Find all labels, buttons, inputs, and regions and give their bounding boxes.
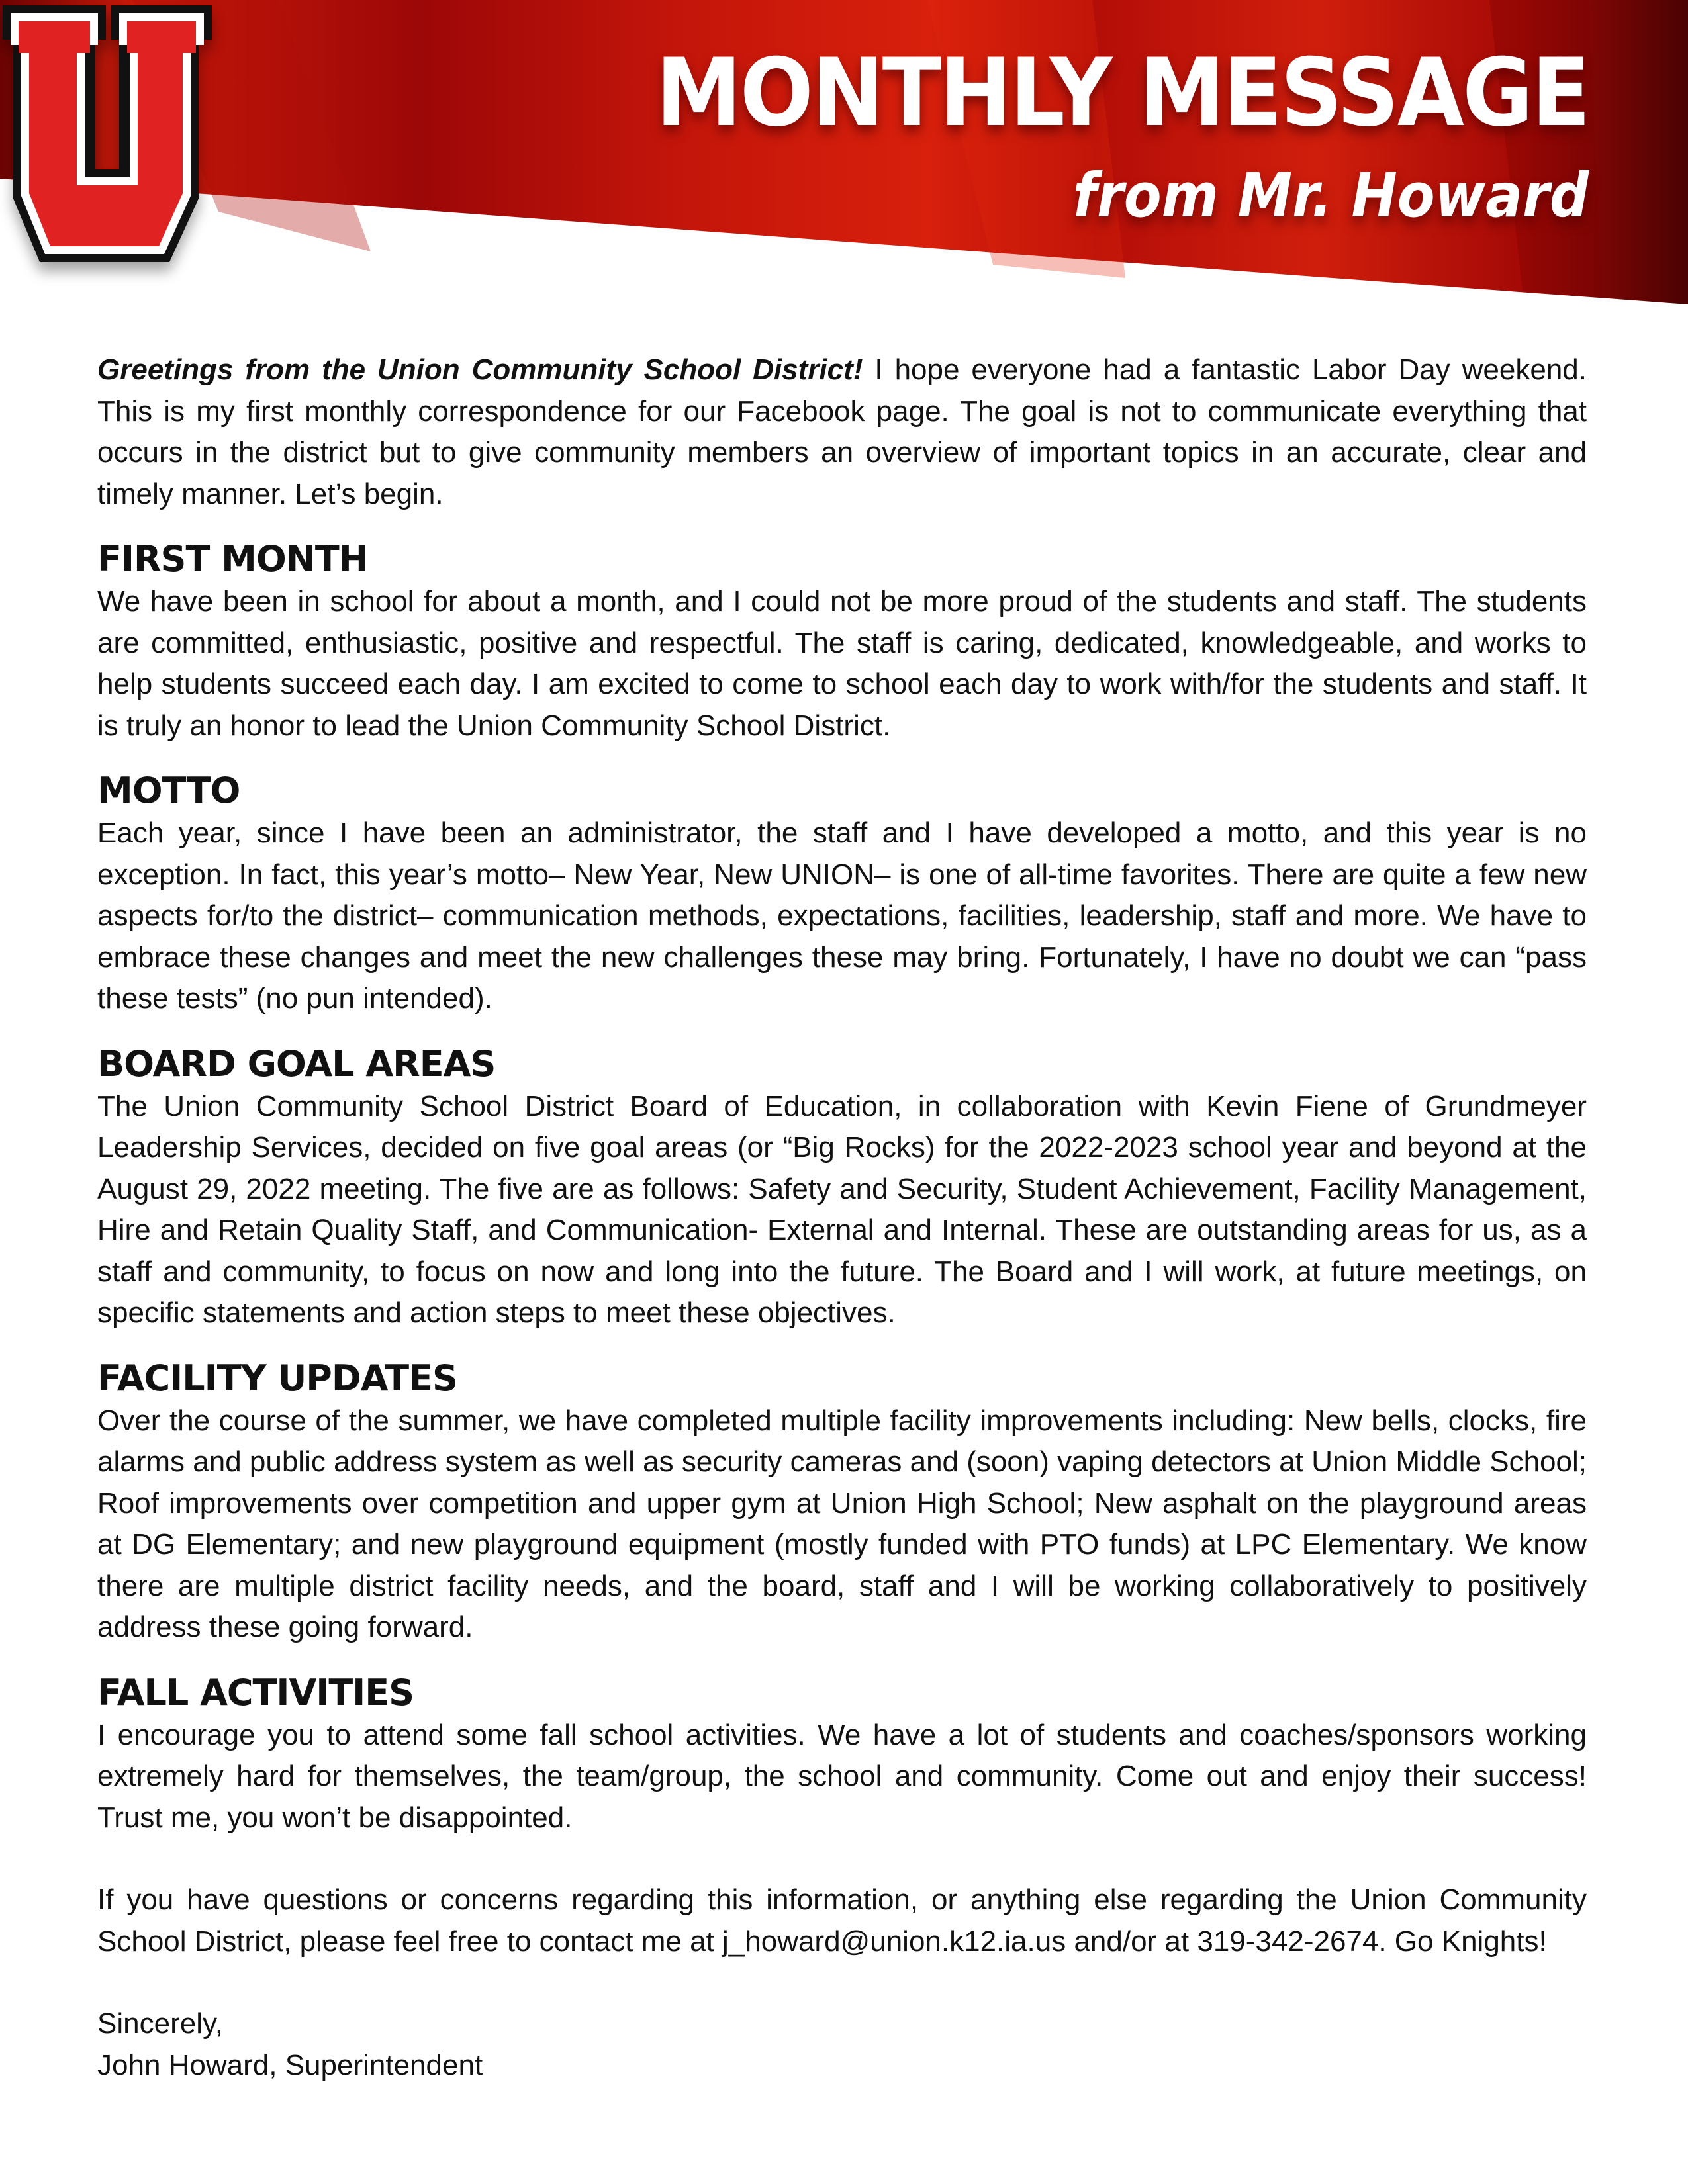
section-body-facility-updates: Over the course of the summer, we have completed multiple facility improvements including: New bells, clocks, fire alarms and public address system as well as security cameras and (soon) vaping detectors at Union Middle School; Roof improvements over competition and upper gym at Union High School; New asphalt on the playground areas at DG Elementary; and new playground equipment (mostly funded with PTO funds) at LPC Elementary. We know there are multiple district facility needs, and the board, staff and I will be working collaboratively to positively address these going forward.: [97, 1404, 1587, 1643]
section-heading-motto: MOTTO: [97, 770, 240, 811]
page-title: MONTHLY MESSAGE: [655, 38, 1589, 148]
section-body-motto: Each year, since I have been an administrator, the staff and I have developed a motto, and this year is no exception. In fact, this year’s motto– New Year, New UNION– is one of all-time favorites. There are quite a few new aspects for/to the district– communication methods, expectations, facilities, leadership, staff and more. We have to embrace these changes and meet the new challenges these may bring. Fortunately, I have no doubt we can “pass these tests” (no pun intended).: [97, 817, 1587, 1015]
page-subtitle: from Mr. Howard: [1072, 160, 1589, 231]
section-body-fall-activities: I encourage you to attend some fall school activities. We have a lot of students and coaches/sponsors working extremely hard for themselves, the team/group, the school and community. Come out and enjoy their success! Trust me, you won’t be disappointed.: [97, 1718, 1587, 1834]
spacer: [97, 1962, 1587, 2003]
section-heading-first-month: FIRST MONTH: [97, 538, 368, 580]
letter-body: [97, 349, 1587, 2086]
header-title-block: [575, 38, 1589, 231]
section-heading-facility-updates: FACILITY UPDATES: [97, 1357, 457, 1399]
section-body-first-month: We have been in school for about a month, and I could not be more proud of the students and staff. The students are committed, enthusiastic, positive and respectful. The staff is caring, dedicated, knowledgeable, and works to help students succeed each day. I am excited to come to school each day to work with/for the students and staff. It is truly an honor to lead the Union Community School District.: [97, 585, 1587, 742]
signature-closing: Sincerely,: [97, 2007, 223, 2040]
spacer: [97, 1839, 1587, 1880]
contact-paragraph: If you have questions or concerns regarding this information, or anything else regarding the Union Community School District, please feel free to contact me at j_howard@union.k12.ia.us and/or at 319-342-2674. Go Knights!: [97, 1884, 1587, 1958]
intro-text: I hope everyone had a fantastic Labor Day weekend. This is my first monthly correspondence for our Facebook page. The goal is not to communicate everything that occurs in the district but to give community members an overview of important topics in an accurate, clear and timely manner. Let’s begin.: [97, 353, 1587, 510]
section-heading-fall-activities: FALL ACTIVITIES: [97, 1671, 414, 1713]
greeting-lead: Greetings from the Union Community School District!: [97, 353, 863, 386]
signature-name: John Howard, Superintendent: [97, 2048, 483, 2081]
intro-paragraph: [97, 349, 1587, 515]
union-u-logo-icon: [0, 0, 252, 265]
section-body-board-goal-areas: The Union Community School District Board of Education, in collaboration with Kevin Fiene of Grundmeyer Leadership Services, decided on five goal areas (or “Big Rocks) for the 2022-2023 school year and beyond at the August 29, 2022 meeting. The five are as follows: Safety and Security, Student Achievement, Facility Management, Hire and Retain Quality Staff, and Communication- External and Internal. These are outstanding areas for us, as a staff and community, to focus on now and long into the future. The Board and I will work, at future meetings, on specific statements and action steps to meet these objectives.: [97, 1089, 1587, 1329]
header-banner: [0, 0, 1688, 311]
signature-block: [97, 2003, 1587, 2086]
section-heading-board-goal-areas: BOARD GOAL AREAS: [97, 1042, 496, 1085]
